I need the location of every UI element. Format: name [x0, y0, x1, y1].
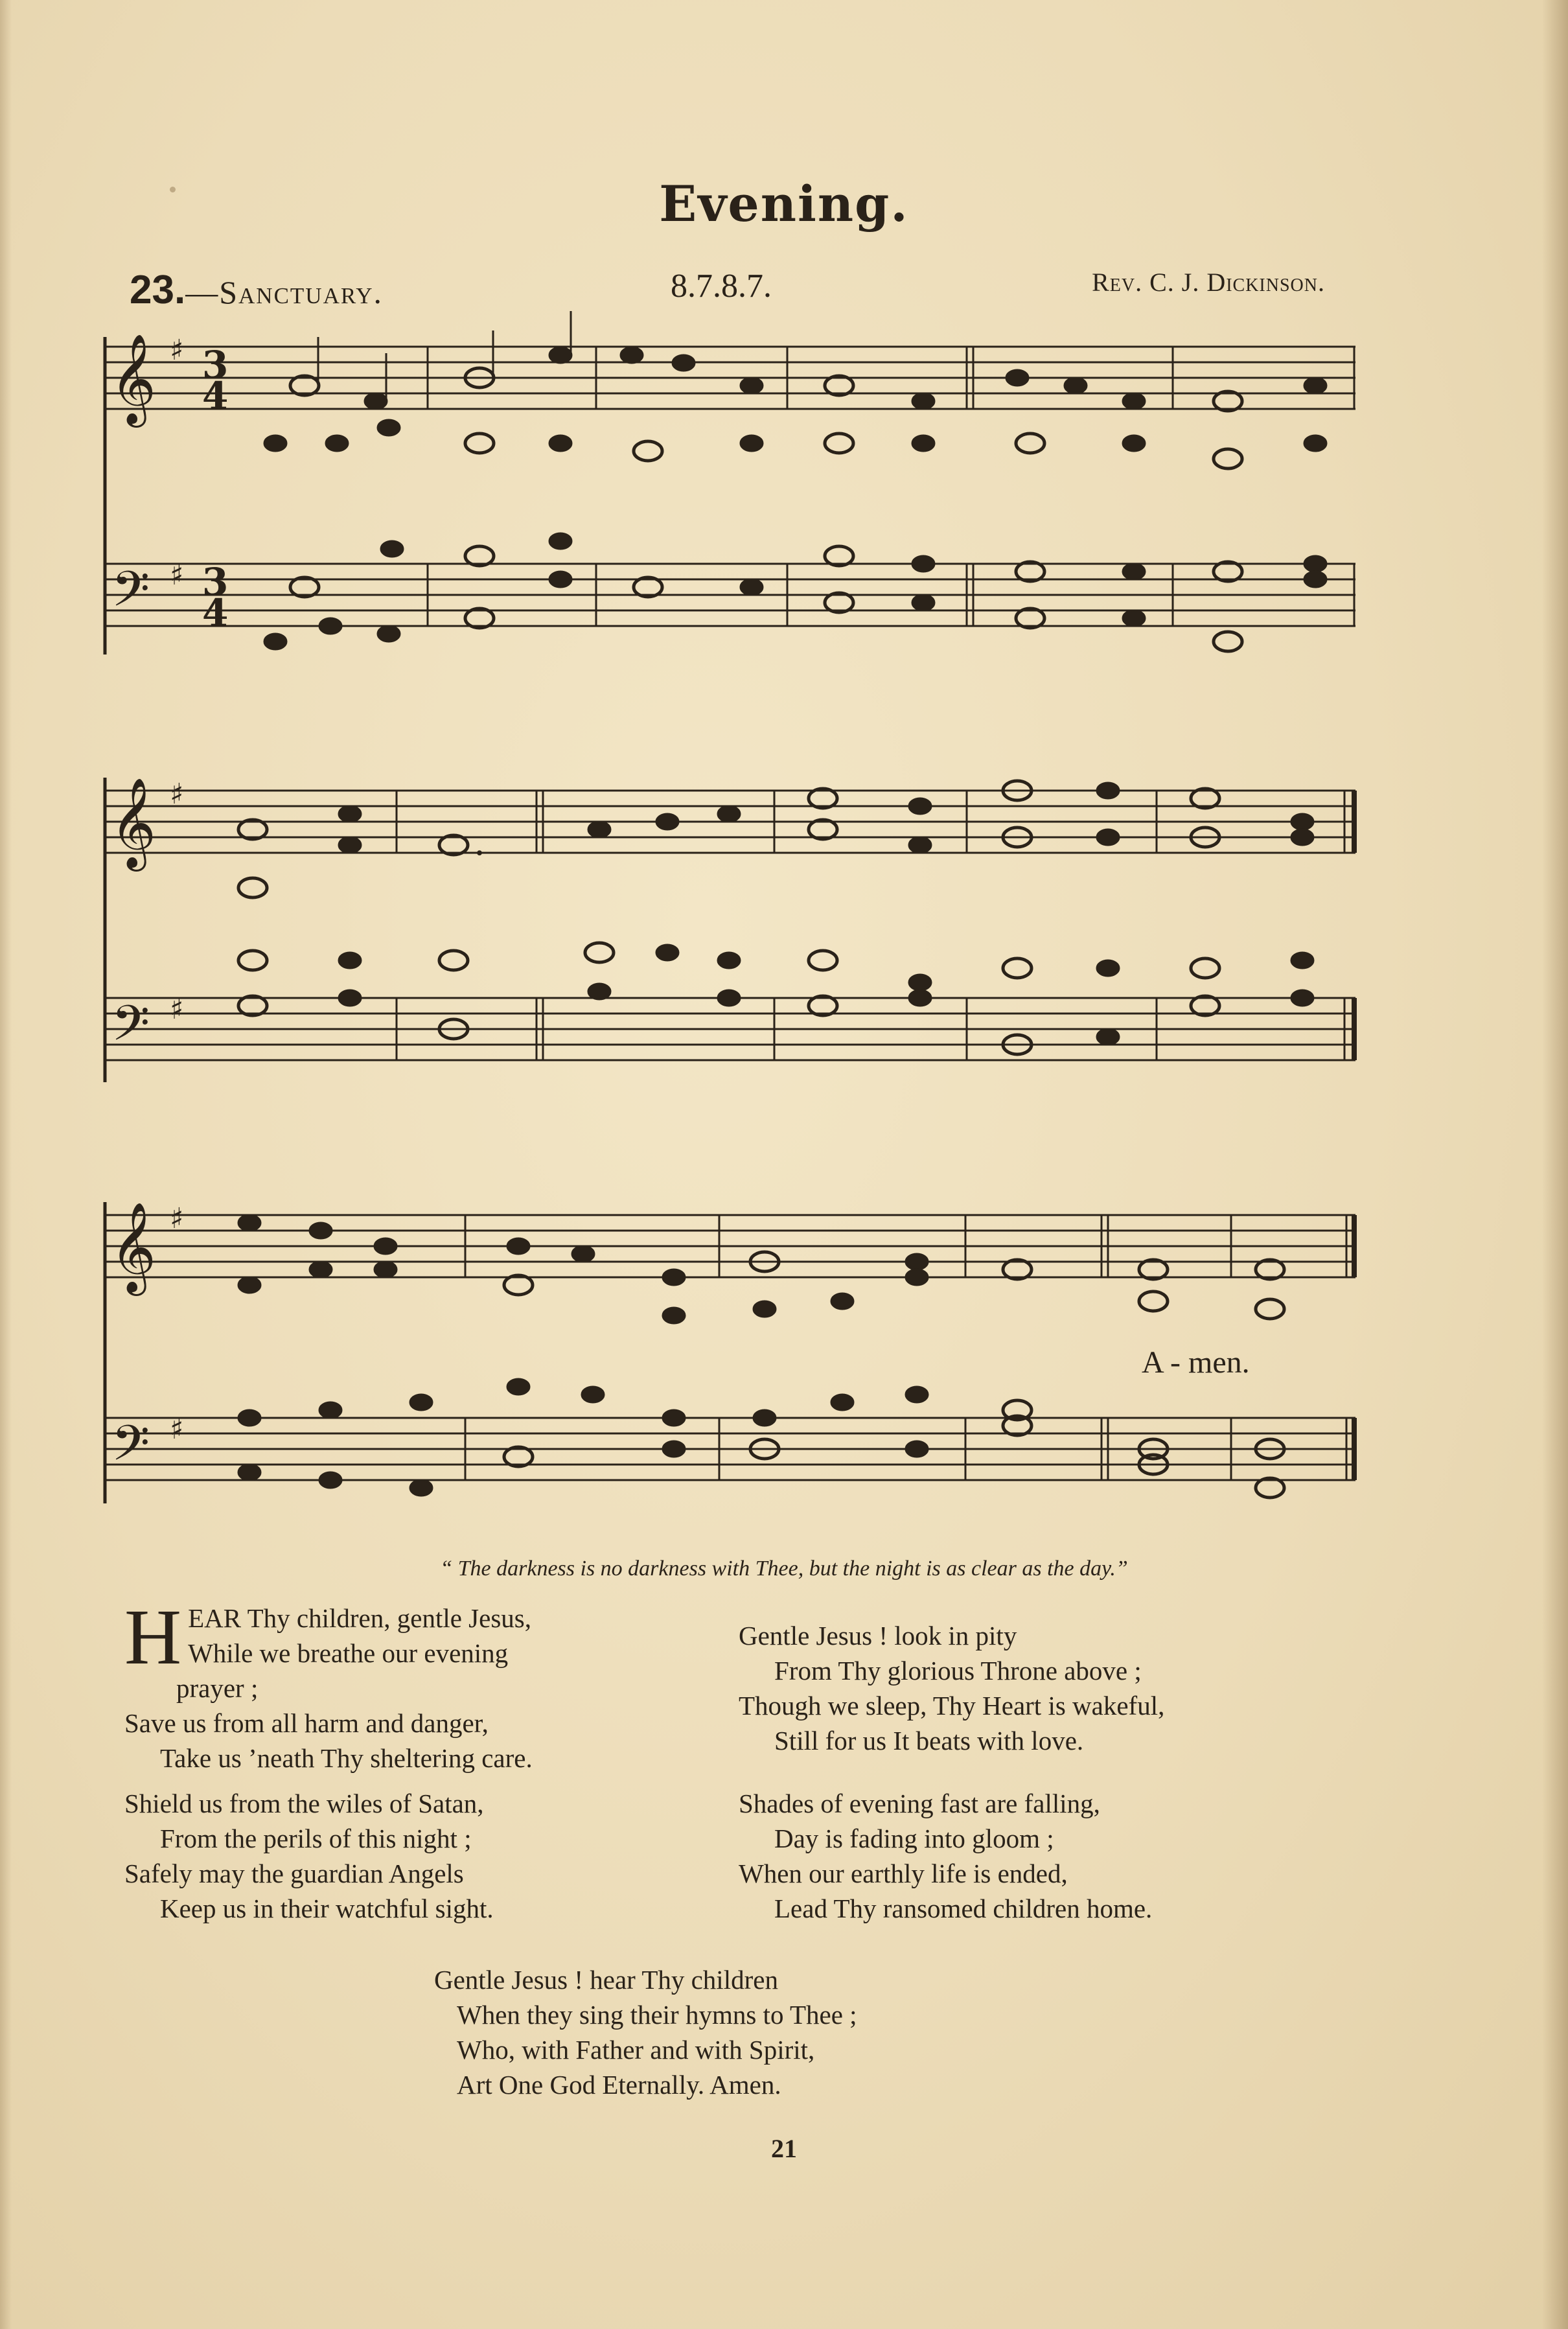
barlines-2	[397, 791, 1354, 1060]
page-title: Evening.	[659, 175, 909, 233]
verse-line: Gentle Jesus ! hear Thy children	[434, 1965, 778, 1995]
bass-staff-2	[104, 998, 1355, 1060]
verse-line: When our earthly life is ended,	[739, 1859, 1068, 1888]
sharp-icon: ♯	[170, 993, 184, 1026]
verse-1	[124, 1593, 708, 1776]
scripture-epigraph: “ The darkness is no darkness with Thee, but the night is as clear as the day.”	[440, 1557, 1128, 1581]
verse-2	[739, 1618, 1387, 1758]
verse-line: EAR Thy children, gentle Jesus,	[188, 1603, 531, 1633]
treble-staff-1	[104, 347, 1355, 409]
tune-name: —Sanctuary.	[185, 274, 384, 310]
notes	[238, 311, 1326, 1498]
hymn-number: 23.	[130, 268, 186, 312]
verse-line: Take us ’neath Thy sheltering care.	[160, 1743, 533, 1773]
time-signature: 4	[202, 591, 229, 635]
sharp-icon: ♯	[170, 778, 184, 811]
verse-line: Shades of evening fast are falling,	[739, 1789, 1100, 1818]
verse-line: Keep us in their watchful sight.	[160, 1894, 494, 1923]
verse-line: Art One God Eternally. Amen.	[457, 2070, 781, 2100]
verse-line: Day is fading into gloom ;	[774, 1824, 1054, 1853]
verse-3	[124, 1786, 708, 1926]
verse-line: prayer ;	[176, 1673, 259, 1703]
verse-line: Save us from all harm and danger,	[124, 1708, 489, 1738]
drop-cap: H	[124, 1593, 182, 1681]
verse-5	[434, 1962, 1147, 2102]
verse-line: Though we sleep, Thy Heart is wakeful,	[739, 1691, 1165, 1721]
verse-line: Lead Thy ransomed children home.	[774, 1894, 1153, 1923]
time-signature: 3	[202, 560, 229, 604]
verse-line: Shield us from the wiles of Satan,	[124, 1789, 484, 1818]
bass-clef-icon: 𝄢	[111, 561, 150, 630]
amen-lyric: A - men.	[1142, 1345, 1250, 1380]
svg-text:.: .	[476, 831, 483, 860]
verse-line: Gentle Jesus ! look in pity	[739, 1621, 1017, 1651]
sharp-icon: ♯	[170, 1202, 184, 1235]
sharp-icon: ♯	[170, 1413, 184, 1446]
bass-clef-icon: 𝄢	[111, 995, 150, 1064]
bass-staff-1	[104, 564, 1355, 626]
verse-line: From Thy glorious Throne above ;	[774, 1656, 1142, 1686]
treble-clef-icon: 𝄞	[110, 778, 156, 868]
treble-clef-icon: 𝄞	[110, 334, 156, 424]
sharp-icon: ♯	[170, 559, 184, 592]
time-signature: 3	[202, 343, 229, 387]
hymn-composer: Rev. C. J. Dickinson.	[1092, 268, 1325, 297]
verse-line: While we breathe our evening	[188, 1638, 509, 1668]
score-system-2	[104, 778, 1355, 1082]
hymn-meter: 8.7.8.7.	[671, 268, 772, 305]
treble-clef-icon: 𝄞	[110, 1202, 156, 1292]
verse-4	[739, 1786, 1387, 1926]
verse-line: From the perils of this night ;	[160, 1824, 472, 1853]
time-signature: 4	[202, 374, 229, 418]
verse-line: Who, with Father and with Spirit,	[457, 2035, 815, 2065]
sharp-icon: ♯	[170, 334, 184, 367]
verse-line: Safely may the guardian Angels	[124, 1859, 464, 1888]
page-number: 21	[771, 2134, 797, 2163]
verse-line: Still for us It beats with love.	[774, 1726, 1084, 1755]
bass-clef-icon: 𝄢	[111, 1415, 150, 1484]
verse-line: When they sing their hymns to Thee ;	[457, 2000, 857, 2030]
